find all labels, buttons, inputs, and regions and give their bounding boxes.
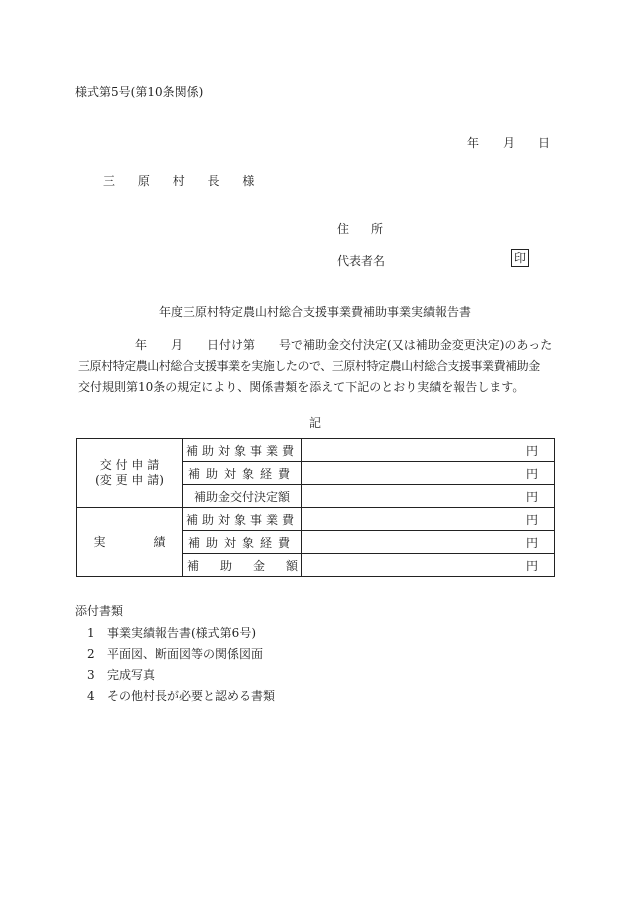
group-actual: 実 績 bbox=[77, 508, 183, 577]
attachment-item bbox=[87, 645, 263, 662]
attachment-item bbox=[87, 624, 256, 641]
table-row bbox=[77, 439, 555, 462]
attachment-text: 平面図、断面図等の関係図面 bbox=[107, 647, 264, 661]
addressee-char: 三 bbox=[103, 174, 118, 188]
date-day-label: 日 bbox=[538, 136, 551, 150]
date-month-label: 月 bbox=[503, 136, 516, 150]
body-day: 日付け第 bbox=[207, 338, 256, 352]
group-application bbox=[77, 439, 183, 508]
addressee bbox=[103, 172, 271, 189]
attachment-number: 4 bbox=[87, 689, 95, 703]
attachment-number: 1 bbox=[87, 626, 95, 640]
attachments-heading: 添付書類 bbox=[75, 604, 124, 618]
form-number: 様式第5号(第10条関係) bbox=[75, 85, 204, 99]
date-year-label: 年 bbox=[467, 136, 480, 150]
report-table bbox=[76, 438, 555, 577]
row-label: 補助対象経費 bbox=[183, 531, 302, 554]
row-value-unit: 円 bbox=[302, 485, 555, 508]
body-line-3: 交付規則第10条の規定により、関係書類を添えて下記のとおり実績を報告します。 bbox=[78, 380, 525, 394]
address-label-char: 住 bbox=[337, 222, 350, 236]
row-value-unit: 円 bbox=[302, 531, 555, 554]
ki-heading: 記 bbox=[308, 416, 321, 430]
representative-label: 代表者名 bbox=[337, 254, 386, 268]
row-label: 補 助 金 額 bbox=[183, 554, 302, 577]
group-application-line2: (変 更 申 請) bbox=[95, 473, 164, 487]
body-line-2: 三原村特定農山村総合支援事業を実施したので、三原村特定農山村総合支援事業費補助金 bbox=[78, 359, 540, 373]
row-value-unit: 円 bbox=[302, 554, 555, 577]
attachment-item bbox=[87, 687, 275, 704]
row-label: 補助金交付決定額 bbox=[183, 485, 302, 508]
attachment-text: その他村長が必要と認める書類 bbox=[107, 689, 276, 703]
address-label bbox=[337, 220, 383, 237]
attachment-number: 2 bbox=[87, 647, 95, 661]
body-year: 年 bbox=[135, 338, 148, 352]
row-value-unit: 円 bbox=[302, 508, 555, 531]
body-line1-rest: 号で補助金交付決定(又は補助金変更決定)のあった bbox=[279, 338, 553, 352]
body-line-1 bbox=[78, 335, 554, 356]
row-value-unit: 円 bbox=[302, 439, 555, 462]
attachment-text: 完成写真 bbox=[107, 668, 156, 682]
attachment-item bbox=[87, 666, 155, 683]
address-label-char: 所 bbox=[371, 222, 384, 236]
row-value-unit: 円 bbox=[302, 462, 555, 485]
addressee-char: 原 bbox=[137, 174, 152, 188]
row-label: 補助対象経費 bbox=[183, 462, 302, 485]
body-month: 月 bbox=[171, 338, 184, 352]
row-label: 補助対象事業費 bbox=[183, 508, 302, 531]
attachment-text: 事業実績報告書(様式第6号) bbox=[107, 626, 256, 640]
attachment-number: 3 bbox=[87, 668, 95, 682]
body-paragraph bbox=[78, 335, 554, 398]
seal-mark: 印 bbox=[511, 249, 529, 267]
addressee-char: 村 bbox=[172, 174, 187, 188]
group-application-line1: 交 付 申 請 bbox=[99, 458, 160, 472]
table-row bbox=[77, 508, 555, 531]
addressee-char: 様 bbox=[242, 174, 257, 188]
addressee-char: 長 bbox=[207, 174, 222, 188]
row-label: 補助対象事業費 bbox=[183, 439, 302, 462]
document-title: 年度三原村特定農山村総合支援事業費補助事業実績報告書 bbox=[158, 305, 471, 319]
